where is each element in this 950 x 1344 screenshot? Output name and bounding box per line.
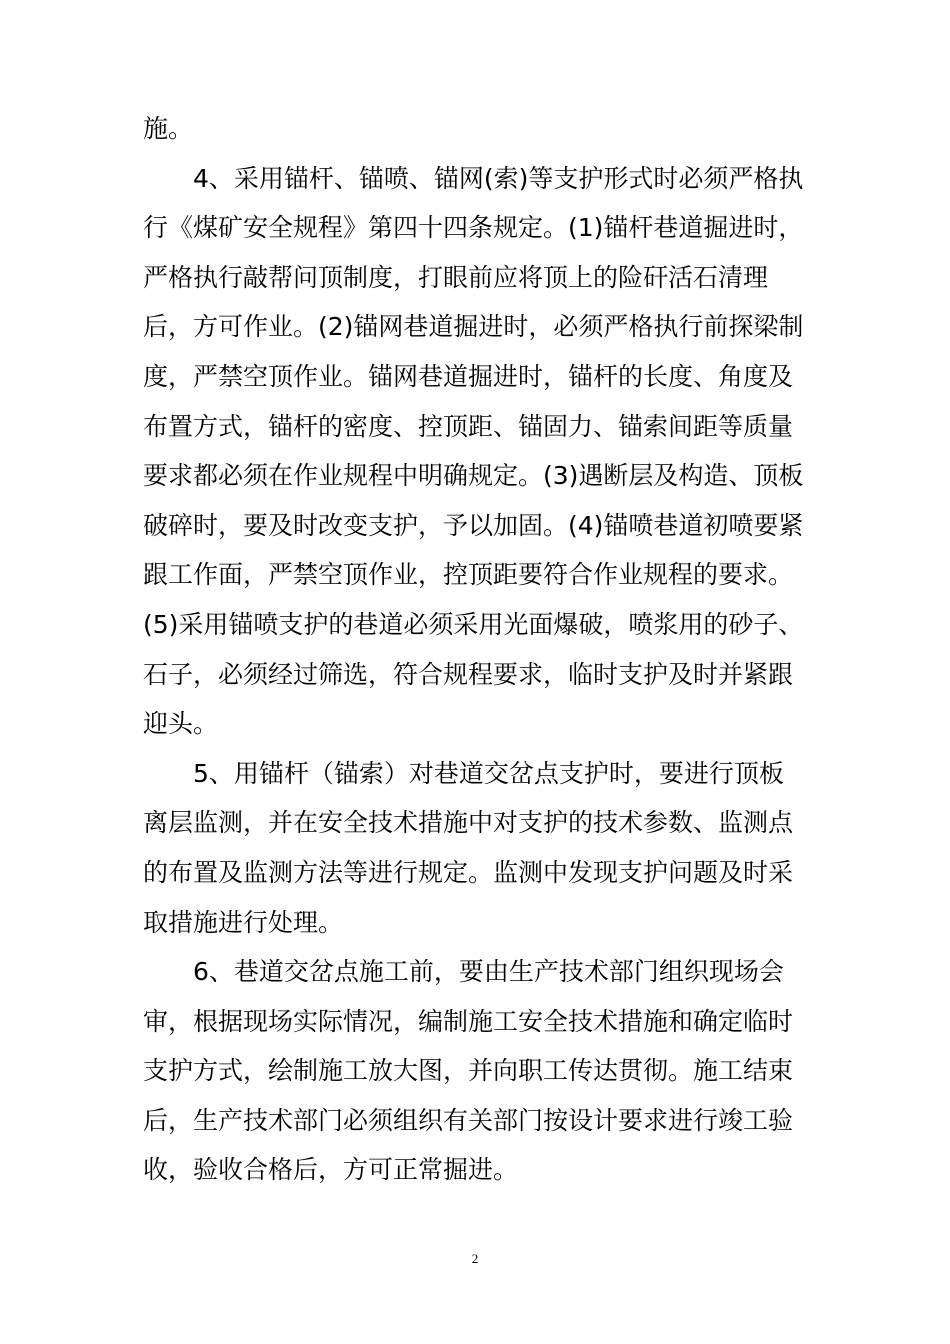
- text-line: 迎头。: [143, 709, 219, 739]
- paragraph-6-start: 6、巷道交岔点施工前，要由生产技术部门组织现场会: [193, 957, 784, 987]
- text-line: 取措施进行处理。: [143, 907, 344, 937]
- text-line: 审，根据现场实际情况，编制施工安全技术措施和确定临时: [143, 1006, 794, 1036]
- body-text: [143, 104, 823, 1195]
- text-line: 离层监测，并在安全技术措施中对支护的技术参数、监测点: [143, 808, 794, 838]
- text-line: 度，严禁空顶作业。锚网巷道掘进时，锚杆的长度、角度及: [143, 361, 794, 391]
- text-line: 支护方式，绘制施工放大图，并向职工传达贯彻。施工结束: [143, 1056, 794, 1086]
- page-number: 2: [471, 1251, 479, 1266]
- paragraph-4-start: 4、采用锚杆、锚喷、锚网(索)等支护形式时必须严格执: [193, 163, 804, 193]
- text-line: 后，方可作业。(2)锚网巷道掘进时，必须严格执行前探梁制: [143, 312, 804, 342]
- text-line: 收，验收合格后，方可正常掘进。: [143, 1155, 519, 1185]
- text-line: 跟工作面，严禁空顶作业，控顶距要符合作业规程的要求。: [143, 560, 794, 590]
- text-line: 严格执行敲帮问顶制度，打眼前应将顶上的险矸活石清理: [143, 262, 769, 292]
- text-line: 行《煤矿安全规程》第四十四条规定。(1)锚杆巷道掘进时，: [143, 213, 804, 243]
- paragraph-5-start: 5、用锚杆（锚索）对巷道交岔点支护时，要进行顶板: [193, 758, 784, 788]
- text-line: 要求都必须在作业规程中明确规定。(3)遇断层及构造、顶板: [143, 461, 804, 491]
- text-line: (5)采用锚喷支护的巷道必须采用光面爆破，喷浆用的砂子、: [143, 609, 804, 639]
- text-line: 石子，必须经过筛选，符合规程要求，临时支护及时并紧跟: [143, 659, 794, 689]
- text-line: 施。: [143, 114, 194, 143]
- text-line: 布置方式，锚杆的密度、控顶距、锚固力、锚索间距等质量: [143, 411, 794, 441]
- text-line: 破碎时，要及时改变支护，予以加固。(4)锚喷巷道初喷要紧: [143, 510, 804, 540]
- text-line: 后，生产技术部门必须组织有关部门按设计要求进行竣工验: [143, 1105, 794, 1135]
- text-line: 的布置及监测方法等进行规定。监测中发现支护问题及时采: [143, 857, 794, 887]
